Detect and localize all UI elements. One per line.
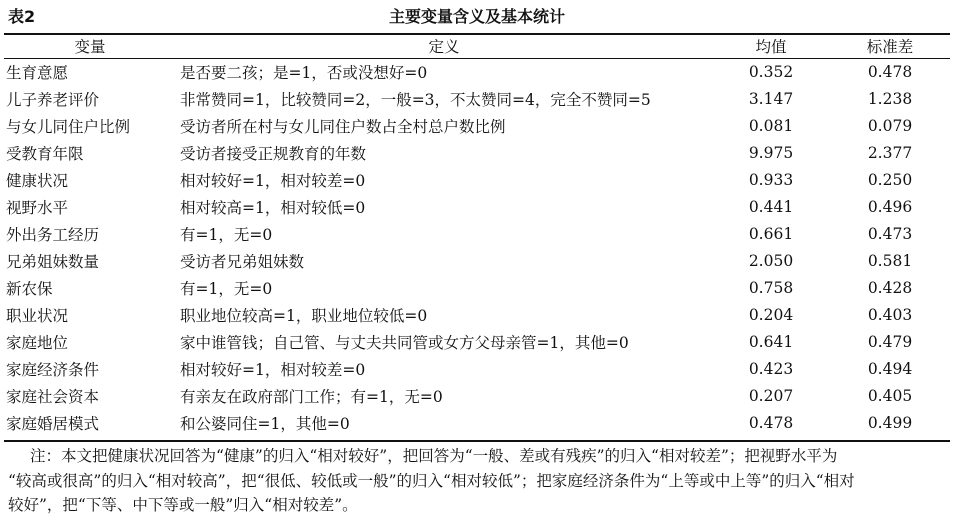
table-row (4, 409, 950, 436)
variable-cell: 家庭经济条件 (6, 360, 100, 379)
variable-cell: 职业状况 (6, 306, 69, 325)
definition-cell: 和公婆同住=1，其他=0 (180, 414, 350, 433)
table-row (4, 328, 950, 355)
definition-cell: 相对较好=1，相对较差=0 (180, 171, 366, 190)
variable-cell: 健康状况 (6, 171, 69, 190)
table-row (4, 193, 950, 220)
variable-cell: 家庭地位 (6, 333, 69, 352)
variable-cell: 外出务工经历 (6, 225, 100, 244)
mean-cell: 0.423 (748, 359, 794, 378)
sd-cell: 1.238 (867, 89, 913, 108)
mean-cell: 0.352 (748, 62, 794, 81)
sd-cell: 0.428 (867, 278, 913, 297)
variable-cell: 新农保 (6, 279, 53, 298)
table-note (8, 444, 948, 518)
definition-cell: 职业地位较高=1，职业地位较低=0 (180, 306, 428, 325)
definition-cell: 家中谁管钱；自己管、与丈夫共同管或女方父母亲管=1，其他=0 (180, 333, 629, 352)
sd-cell: 2.377 (867, 143, 913, 162)
table-row (4, 382, 950, 409)
table-body (4, 58, 950, 436)
definition-cell: 受访者接受正规教育的年数 (180, 144, 367, 163)
header-variable: 变量 (74, 38, 106, 56)
mean-cell: 9.975 (748, 143, 794, 162)
table-number: 表2 (8, 7, 36, 26)
sd-cell: 0.496 (867, 197, 913, 216)
mean-cell: 0.441 (748, 197, 794, 216)
definition-cell: 有=1，无=0 (180, 279, 273, 298)
definition-cell: 有=1，无=0 (180, 225, 273, 244)
table-row (4, 301, 950, 328)
note-line-2: “较高或很高”的归入“相对较高”，把“很低、较低或一般”的归入“相对较低”；把家庭经济条件为“上等或中上等”的归入“相对 (8, 471, 855, 490)
variable-cell: 受教育年限 (6, 144, 84, 163)
definition-cell: 受访者所在村与女儿同住户数占全村总户数比例 (180, 117, 506, 136)
table-row (4, 139, 950, 166)
sd-cell: 0.405 (867, 386, 913, 405)
mean-cell: 0.641 (748, 332, 794, 351)
mean-cell: 2.050 (748, 251, 794, 270)
note-line-3: 较好”，把“下等、中下等或一般”归入“相对较差”。 (8, 496, 358, 514)
table-title: 主要变量含义及基本统计 (388, 7, 565, 26)
table-row (4, 85, 950, 112)
table-row (4, 112, 950, 139)
mean-cell: 0.204 (748, 305, 794, 324)
definition-cell: 相对较高=1，相对较低=0 (180, 198, 366, 217)
variable-cell: 儿子养老评价 (6, 90, 100, 109)
variable-cell: 兄弟姐妹数量 (6, 252, 100, 271)
variable-cell: 生育意愿 (6, 63, 69, 82)
table-row (4, 355, 950, 382)
definition-cell: 非常赞同=1，比较赞同=2，一般=3，不太赞同=4，完全不赞同=5 (180, 90, 651, 109)
table-row (4, 247, 950, 274)
sd-cell: 0.499 (867, 413, 913, 432)
header-row (4, 34, 950, 58)
sd-cell: 0.079 (867, 116, 913, 135)
variable-cell: 视野水平 (6, 198, 69, 217)
mean-cell: 0.933 (748, 170, 794, 189)
table-row (4, 220, 950, 247)
mean-cell: 0.478 (748, 413, 794, 432)
variable-cell: 家庭婚居模式 (6, 414, 100, 433)
sd-cell: 0.473 (867, 224, 913, 243)
mean-cell: 0.758 (748, 278, 794, 297)
definition-cell: 有亲友在政府部门工作；有=1，无=0 (180, 387, 443, 406)
definition-cell: 是否要二孩；是=1，否或没想好=0 (180, 63, 428, 82)
variable-cell: 与女儿同住户比例 (6, 117, 131, 136)
sd-cell: 0.478 (867, 62, 913, 81)
variable-cell: 家庭社会资本 (6, 387, 100, 406)
sd-cell: 0.403 (867, 305, 913, 324)
table-row (4, 58, 950, 85)
mean-cell: 3.147 (748, 89, 794, 108)
note-line-1: 注：本文把健康状况回答为“健康”的归入“相对较好”，把回答为“一般、差或有残疾”的归入“相对较差”；把视野水平为 (30, 447, 838, 465)
table-row (4, 166, 950, 193)
header-sd: 标准差 (866, 38, 914, 56)
sd-cell: 0.581 (867, 251, 913, 270)
definition-cell: 相对较好=1，相对较差=0 (180, 360, 366, 379)
sd-cell: 0.494 (867, 359, 913, 378)
bottom-rule (4, 440, 950, 442)
definition-cell: 受访者兄弟姐妹数 (180, 252, 305, 271)
header-mean: 均值 (755, 38, 787, 56)
mean-cell: 0.661 (748, 224, 794, 243)
sd-cell: 0.250 (867, 170, 913, 189)
header-definition: 定义 (428, 38, 460, 56)
mean-cell: 0.081 (748, 116, 794, 135)
sd-cell: 0.479 (867, 332, 913, 351)
mean-cell: 0.207 (748, 386, 794, 405)
stats-table (4, 34, 950, 436)
table-row (4, 274, 950, 301)
table-caption (0, 4, 954, 28)
